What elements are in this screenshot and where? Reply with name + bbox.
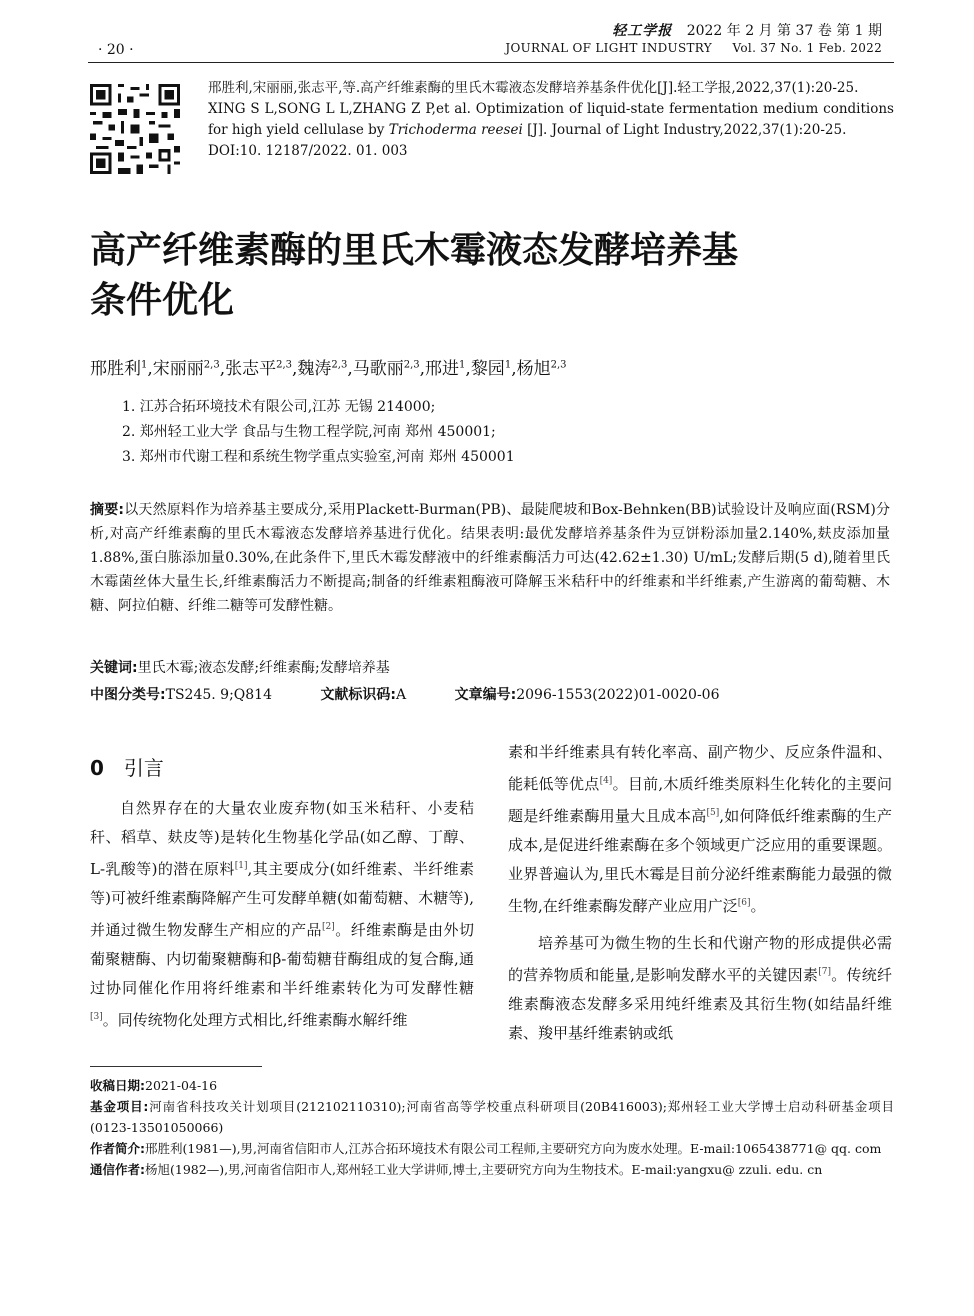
author-list [90,354,567,379]
citation-cn: 邢胜利,宋丽丽,张志平,等.高产纤维素酶的里氏木霉液态发酵培养基条件优化[J].轻工学报,2022,37(1):20-25. [208,80,859,96]
paragraph-text: ,其主要成分(如纤维素、半纤维素等)可被纤维素酶降解产生可发酵单糖(如葡萄糖、木糖等),并通过微生物发酵生产相应的产品 [90,860,474,939]
footnotes [90,1075,894,1180]
journal-issue-cn [612,20,882,40]
section-heading [90,752,164,781]
footnote-author [90,1138,894,1159]
footnote-rule [90,1066,262,1067]
paragraph [508,738,892,921]
reference-marker[interactable]: [3] [90,1012,103,1022]
affiliation-3: 3. 郑州市代谢工程和系统生物学重点实验室,河南 郑州 450001 [122,449,515,465]
issue-cn-text: 2022 年 2 月 第 37 卷 第 1 期 [686,23,882,39]
qr-code-icon[interactable] [90,84,180,174]
footnote-received [90,1075,894,1096]
footnote-label: 作者简介: [90,1141,145,1156]
doc-code-value: A [396,687,407,703]
citation-doi[interactable]: DOI:10. 12187/2022. 01. 003 [208,143,408,159]
journal-logo: 轻工学报 [612,23,673,39]
paragraph-text: 。同传统物化处理方式相比,纤维素酶水解纤维 [102,1011,408,1029]
keywords-text: 里氏木霉;液态发酵;纤维素酶;发酵培养基 [137,660,390,676]
paragraph-text: 培养基可为微生物的生长和代谢产物的形成提供必需的营养物质和能量,是影响发酵水平的关键因素 [508,934,892,984]
author-name: 张志平 [225,359,277,379]
abstract-text: 以天然原料作为培养基主要成分,采用Plackett-Burman(PB)、最陡爬坡和Box-Behnken(BB)试验设计及响应面(RSM)分析,对高产纤维素酶的里氏木霉液态发酵培养基进行优化。结果表明:最优发酵培养基条件为豆饼粉添加量2.140%,麸皮添加量1.88%,蛋白胨添加量0.30%,在此条件下,里氏木霉发酵液中的纤维素酶活力可达(42.62±1.30) U/mL;发酵后期(5 d),随着里氏木霉菌丝体大量生长,纤维素酶活力不断提高;制备的纤维素粗酶液可降解玉米秸秆中的纤维素和半纤维素,产生游离的葡萄糖、木糖、阿拉伯糖、纤维二糖等可发酵性糖。 [90,502,890,614]
citation-en [208,99,894,141]
header-rule [88,62,894,63]
citation-en-species: Trichoderma reesei [388,122,523,138]
paragraph-text: 自然界存在的大量农业废弃物(如玉米秸秆、小麦秸秆、稻草、麸皮等)是转化生物基化学品(如乙醇、丁醇、L-乳酸等)的潜在原料 [90,799,474,878]
author-separator: , [219,359,226,379]
author-separator: , [147,359,153,379]
author-affiliation-marker: 2,3 [203,359,220,371]
author-separator: , [419,359,426,379]
affiliation-list [122,395,515,470]
author-separator: , [465,359,471,379]
paragraph [508,929,892,1048]
doc-code-label: 文献标识码: [320,687,397,703]
author-name: 魏涛 [297,359,332,379]
author-separator: , [511,359,517,379]
abstract-label: 摘要: [90,502,125,518]
reference-marker[interactable]: [7] [818,967,831,977]
footnote-fund [90,1096,894,1138]
footnote-text: 河南省科技攻关计划项目(212102110310);河南省高等学校重点科研项目(20B416003);郑州轻工业大学博士启动科研基金项目(0123-13501050066) [90,1099,894,1135]
footnote-text: 杨旭(1982—),男,河南省信阳市人,郑州轻工业大学讲师,博士,主要研究方向为生物技术。E-mail:yangxu@ zzuli. edu. cn [145,1162,823,1177]
author-name: 杨旭 [516,359,551,379]
keywords [90,657,890,677]
reference-marker[interactable]: [5] [706,808,720,818]
body-column-left [90,794,474,1035]
journal-name-en: JOURNAL OF LIGHT INDUSTRY [505,41,712,55]
paragraph-text: ,如何降低纤维素酶的生产成本,是促进纤维素酶在多个领域更广泛应用的重要课题。业界普遍认为,里氏木霉是目前分泌纤维素酶能力最强的微生物,在纤维素酶发酵产业应用广泛 [508,807,892,915]
clc-label: 中图分类号: [90,687,166,703]
author-name: 邢进 [425,359,460,379]
abstract [90,498,890,618]
author-affiliation-marker: 2,3 [276,359,292,371]
author-affiliation-marker: 1 [504,359,512,371]
author-name: 宋丽丽 [152,359,204,379]
author-separator: , [347,359,353,379]
paragraph-text: 。纤维素酶是由外切葡聚糖酶、内切葡聚糖酶和β-葡萄糖苷酶组成的复合酶,通过协同催化作用将纤维素和半纤维素转化为可发酵性糖 [90,921,474,997]
paragraph-text: 素和半纤维素具有转化率高、副产物少、反应条件温和、能耗低等优点 [508,743,892,793]
classification-line [90,684,890,704]
paragraph [90,794,474,1035]
paragraph-text: 。目前,木质纤维类原料生化转化的主要问题是纤维素酶用量大且成本高 [508,775,892,825]
issue-en-text: Vol. 37 No. 1 Feb. 2022 [732,41,882,55]
author-affiliation-marker: 2,3 [550,359,567,371]
clc-value: TS245. 9;Q814 [165,687,272,703]
affiliation-1: 1. 江苏合拓环境技术有限公司,江苏 无锡 214000; [122,399,436,415]
section-title: 引言 [123,756,164,780]
article-title [90,226,890,326]
title-line-2: 条件优化 [90,280,235,321]
body-column-right [508,738,892,1048]
reference-marker[interactable]: [6] [737,898,751,908]
section-number: 0 [90,756,104,780]
author-name: 黎园 [470,359,505,379]
article-no-value: 2096-1553(2022)01-0020-06 [516,687,720,703]
footnote-label: 通信作者: [90,1162,145,1177]
footnote-text: 邢胜利(1981—),男,河南省信阳市人,江苏合拓环境技术有限公司工程师,主要研究方向为废水处理。E-mail:1065438771@ qq. com [145,1141,882,1156]
page-number: · 20 · [98,42,134,58]
footnote-text: 2021-04-16 [145,1078,218,1093]
keywords-label: 关键词: [90,660,138,676]
author-affiliation-marker: 1 [459,359,466,371]
citation-block [208,78,894,162]
affiliation-2: 2. 郑州轻工业大学 食品与生物工程学院,河南 郑州 450001; [122,424,496,440]
author-name: 马歌丽 [352,359,404,379]
journal-issue-en [505,41,882,55]
title-line-1: 高产纤维素酶的里氏木霉液态发酵培养基 [90,230,739,271]
paragraph-text: 。 [750,897,766,915]
paragraph-text: 。传统纤维素酶液态发酵多采用纯纤维素及其衍生物(如结晶纤维素、羧甲基纤维素钠或纸 [508,966,892,1042]
author-affiliation-marker: 2,3 [403,359,420,371]
author-name: 邢胜利 [90,359,141,379]
reference-marker[interactable]: [1] [234,861,248,871]
reference-marker[interactable]: [2] [322,922,335,932]
article-no-label: 文章编号: [454,687,517,703]
footnote-label: 收稿日期: [90,1078,145,1093]
footnote-corresponding [90,1159,894,1180]
author-separator: , [292,359,298,379]
author-affiliation-marker: 2,3 [331,359,348,371]
citation-en-text: XING S L,SONG L L,ZHANG Z P,et al. Optimization of liquid-state fermentation medium conditions for high yield cellulase by [208,101,894,138]
citation-en-source: [J]. Journal of Light Industry,2022,37(1):20-25. [522,122,847,138]
author-affiliation-marker: 1 [141,359,148,371]
reference-marker[interactable]: [4] [599,776,613,786]
footnote-label: 基金项目: [90,1099,149,1114]
